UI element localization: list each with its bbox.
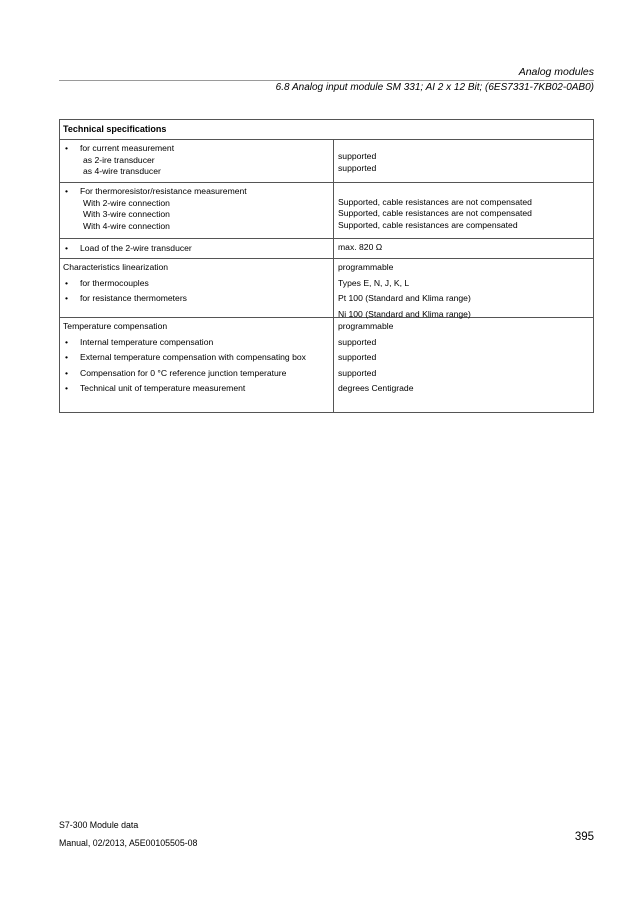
row-value: supported (338, 162, 377, 173)
footer-document-title: S7-300 Module data (59, 820, 139, 830)
row-heading: Characteristics linearization (63, 262, 169, 272)
sub-item: With 3-wire connection (83, 209, 170, 219)
row-value: Supported, cable resistances are compensated (338, 219, 518, 230)
list-item (63, 352, 329, 364)
footer-manual-info: Manual, 02/2013, A5E00105505-08 (59, 838, 198, 848)
table-row (60, 140, 593, 183)
row-label: for thermocouples (80, 277, 149, 288)
bullet-icon: • (65, 383, 69, 393)
bullet-icon: • (65, 367, 69, 378)
row-value-cell (334, 140, 593, 182)
row-label: Technical unit of temperature measurement (80, 383, 246, 393)
row-value: supported (338, 367, 377, 378)
row-value: programmable (338, 262, 394, 272)
header-rule (59, 80, 594, 81)
row-label: Compensation for 0 °C reference junction temperature (80, 367, 287, 378)
bullet-icon: • (65, 186, 69, 196)
row-value: supported (338, 336, 377, 347)
row-label: External temperature compensation with compensating box (80, 352, 306, 362)
row-value: supported (338, 151, 377, 161)
page-number: 395 (574, 831, 594, 843)
sub-item: With 2-wire connection (83, 197, 170, 208)
list-item (63, 293, 329, 305)
row-value: supported (338, 352, 377, 362)
row-value: Types E, N, J, K, L (338, 277, 410, 288)
row-label-cell (60, 259, 334, 317)
spec-table-title: Technical specifications (60, 120, 593, 140)
sub-item: as 2-ire transducer (83, 154, 155, 165)
row-value-cell (334, 239, 593, 258)
bullet-icon: • (65, 143, 69, 153)
table-row (60, 183, 593, 239)
row-heading: Temperature compensation (63, 321, 168, 331)
list-item (63, 383, 329, 395)
header-subsection-title: 6.8 Analog input module SM 331; AI 2 x 12 Bit; (6ES7331-7KB02-0AB0) (275, 82, 594, 93)
row-value: max. 820 Ω (338, 242, 383, 252)
list-item (63, 186, 329, 198)
row-label: Load of the 2-wire transducer (80, 243, 192, 253)
table-row (60, 239, 593, 259)
bullet-icon: • (65, 336, 69, 347)
row-value-cell (334, 183, 593, 238)
row-label: for resistance thermometers (80, 293, 187, 303)
table-row (60, 318, 593, 412)
table-row (60, 259, 593, 318)
sub-item: With 4-wire connection (83, 220, 170, 231)
bullet-icon: • (65, 293, 69, 303)
row-value: programmable (338, 321, 394, 331)
header-section-title: Analog modules (518, 66, 594, 78)
row-value: degrees Centigrade (338, 383, 414, 393)
bullet-icon: • (65, 243, 69, 253)
row-label-cell (60, 183, 334, 238)
bullet-icon: • (65, 352, 69, 362)
row-label-cell (60, 140, 334, 182)
row-value: Ni 100 (Standard and Klima range) (338, 308, 471, 319)
spec-table (59, 119, 594, 413)
sub-item: as 4-wire transducer (83, 166, 161, 176)
row-value-cell (334, 259, 593, 317)
row-label: for current measurement (80, 143, 175, 153)
list-item (63, 368, 329, 380)
row-value: Supported, cable resistances are not compensated (338, 208, 532, 219)
list-item (63, 143, 329, 155)
row-value-cell (334, 318, 593, 412)
row-label: Internal temperature compensation (80, 336, 214, 347)
row-value: Supported, cable resistances are not compensated (338, 196, 532, 207)
list-item (63, 243, 329, 255)
row-label-cell (60, 239, 334, 258)
row-label: For thermoresistor/resistance measurement (80, 186, 247, 196)
list-item (63, 337, 329, 349)
list-item (63, 278, 329, 290)
bullet-icon: • (65, 277, 69, 288)
row-value: Pt 100 (Standard and Klima range) (338, 293, 471, 303)
row-label-cell (60, 318, 334, 412)
